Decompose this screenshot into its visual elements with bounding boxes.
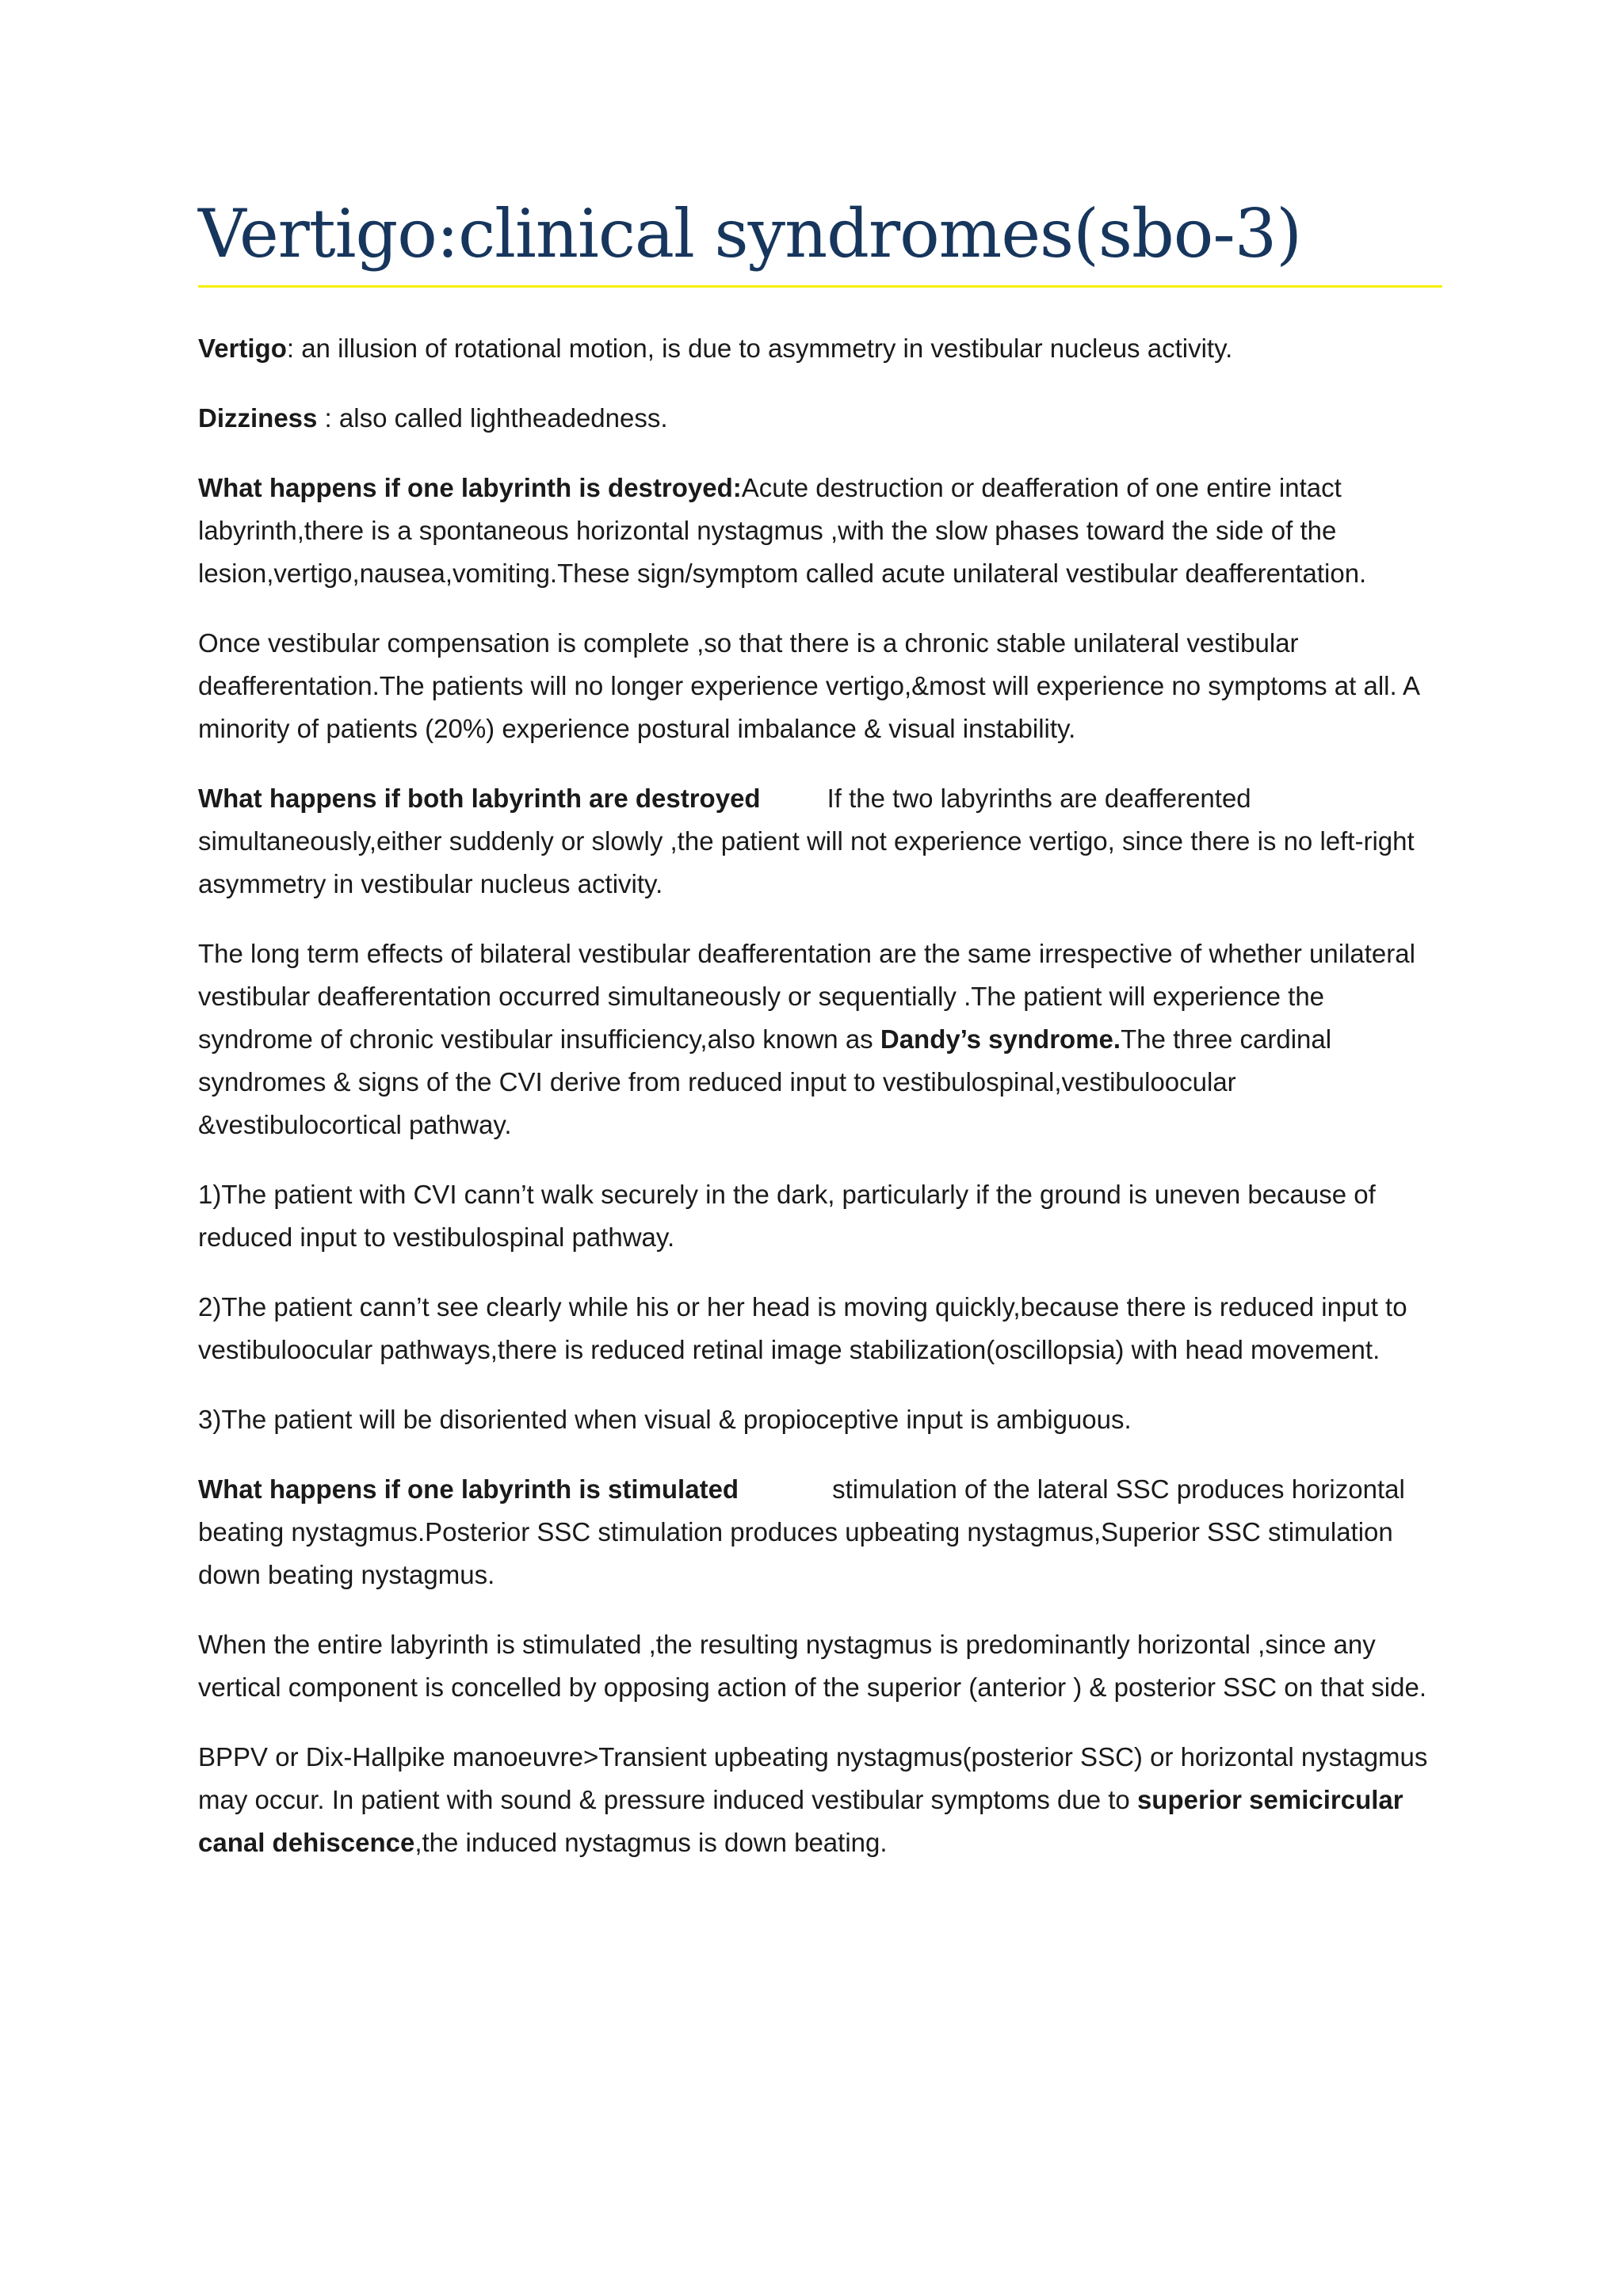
paragraph-text: 1)The patient with CVI cann’t walk securely in the dark, particularly if the ground is uneven because of reduced input to vestibulospinal pathway.	[198, 1179, 1376, 1252]
paragraph-dizziness-definition	[198, 397, 1442, 440]
paragraph-both-labyrinths-destroyed	[198, 777, 1442, 906]
paragraph-dandys-syndrome	[198, 933, 1442, 1146]
paragraph-text: : also called lightheadedness.	[317, 402, 668, 433]
paragraph-text: Once vestibular compensation is complete ,so that there is a chronic stable unilateral vestibular deafferentation.The patients will no longer experience vertigo,&most will experience no symptoms at all. A minority of patients (20%) experience postural imbalance & visual instability.	[198, 627, 1419, 743]
paragraph-text: The three cardinal syndromes & signs of the CVI derive from reduced input to vestibulospinal,vestibuloocular &vestibulocortical pathway.	[198, 1024, 1332, 1139]
heading-one-labyrinth-destroyed: What happens if one labyrinth is destroyed:	[198, 472, 742, 502]
paragraph-one-labyrinth-stimulated	[198, 1468, 1442, 1596]
title-underline	[198, 285, 1442, 288]
heading-both-labyrinths-destroyed: What happens if both labyrinth are destroyed	[198, 783, 761, 813]
paragraph-vestibular-compensation	[198, 622, 1442, 750]
paragraph-vertigo-definition	[198, 327, 1442, 370]
term-vertigo: Vertigo	[198, 333, 287, 363]
paragraph-entire-labyrinth-stimulated	[198, 1623, 1442, 1709]
paragraph-text: Acute destruction or deafferation of one entire intact labyrinth,there is a spontaneous horizontal nystagmus ,with the slow phases toward the side of the lesion,vertigo,nausea,vomiting.These sign/symptom called acute unilateral vestibular deafferentation.	[198, 472, 1367, 588]
paragraph-text: The long term effects of bilateral vestibular deafferentation are the same irrespective of whether unilateral vestibular deafferentation occurred simultaneously or sequentially .The patient will experience the syndrome of chronic vestibular insufficiency,also known as	[198, 938, 1415, 1054]
paragraph-text: 2)The patient cann’t see clearly while his or her head is moving quickly,because there is reduced input to vestibuloocular pathways,there is reduced retinal image stabilization(oscillopsia) with head movement.	[198, 1291, 1407, 1364]
paragraph-text: If the two labyrinths are deafferented simultaneously,either suddenly or slowly ,the patient will not experience vertigo, since there is no left-right asymmetry in vestibular nucleus activity.	[198, 783, 1415, 898]
paragraph-text: : an illusion of rotational motion, is due to asymmetry in vestibular nucleus activity.	[286, 333, 1233, 363]
paragraph-one-labyrinth-destroyed	[198, 467, 1442, 595]
document-body	[198, 327, 1442, 1864]
paragraph-cvi-point-2	[198, 1286, 1442, 1371]
paragraph-bppv	[198, 1736, 1442, 1864]
term-superior-canal-dehiscence: superior semicircular canal dehiscence	[198, 1784, 1403, 1857]
term-dizziness: Dizziness	[198, 402, 318, 433]
document-page	[198, 194, 1442, 1891]
paragraph-cvi-point-1	[198, 1173, 1442, 1259]
paragraph-text: ,the induced nystagmus is down beating.	[414, 1827, 888, 1857]
paragraph-text: BPPV or Dix-Hallpike manoeuvre>Transient upbeating nystagmus(posterior SSC) or horizontal nystagmus may occur. In patient with sound & pressure induced vestibular symptoms due to	[198, 1741, 1428, 1814]
heading-one-labyrinth-stimulated: What happens if one labyrinth is stimulated	[198, 1474, 739, 1504]
paragraph-text: 3)The patient will be disoriented when visual & propioceptive input is ambiguous.	[198, 1404, 1132, 1434]
paragraph-text: When the entire labyrinth is stimulated ,the resulting nystagmus is predominantly horizontal ,since any vertical component is concelled by opposing action of the superior (anterior ) & posterior SSC on that side.	[198, 1629, 1426, 1702]
paragraph-cvi-point-3	[198, 1398, 1442, 1441]
paragraph-text: stimulation of the lateral SSC produces horizontal beating nystagmus.Posterior SSC stimulation produces upbeating nystagmus,Superior SSC stimulation down beating nystagmus.	[198, 1474, 1405, 1589]
term-dandys-syndrome: Dandy’s syndrome.	[880, 1024, 1121, 1054]
document-title: Vertigo:clinical syndromes(sbo-3)	[198, 195, 1301, 273]
